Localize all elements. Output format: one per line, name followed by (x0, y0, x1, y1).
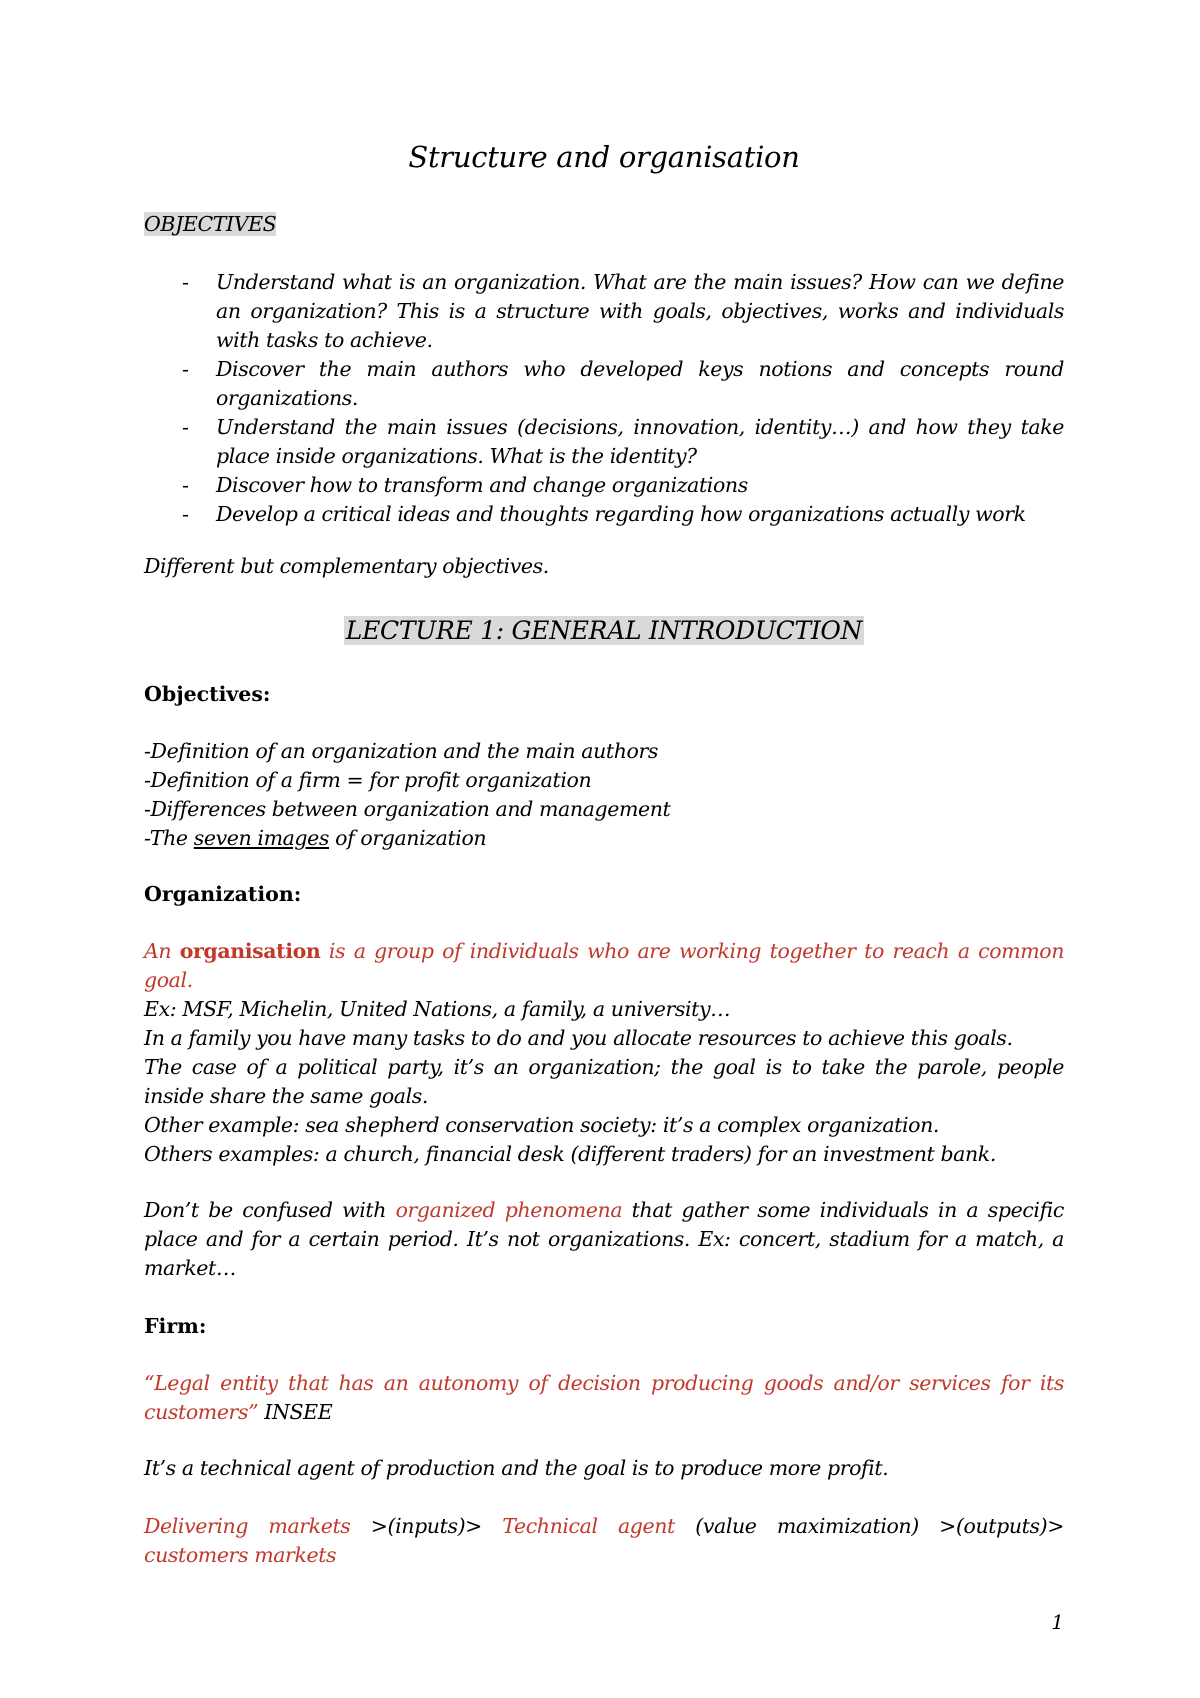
document-title: Structure and organisation (408, 140, 800, 174)
flow-outputs: (value maximization) >(outputs)> (674, 1514, 1064, 1538)
example-line: Others examples: a church, financial desk (different traders) for an investment bank. (144, 1142, 996, 1166)
firm-heading: Firm: (144, 1314, 207, 1338)
firm-quote-source: INSEE (258, 1400, 333, 1424)
flow-customers-markets: customers markets (144, 1543, 337, 1567)
objectives-list (144, 268, 1064, 529)
confused-suffix: that gather some individuals in a specific place and for a certain period. It’s not organizations. Ex: concert, stadium for a match, a market… (144, 1198, 1064, 1280)
objectives-heading (144, 210, 1064, 239)
example-line: Ex: MSF, Michelin, United Nations, a family, a university… (144, 997, 731, 1021)
objective-item: - Develop a critical ideas and thoughts regarding how organizations actually work (182, 502, 1026, 526)
firm-quote (144, 1369, 1064, 1427)
organization-definition (144, 937, 1064, 995)
example-line: The case of a political party, it’s an organization; the goal is to take the parole, people inside share the same goals. (144, 1055, 1064, 1108)
objective-item: - Understand what is an organization. What are the main issues? How can we define an organization? This is a structure with goals, objectives, works and individuals with tasks to achieve. (182, 270, 1064, 352)
page-number: 1 (1051, 1610, 1064, 1634)
example-line: In a family you have many tasks to do and you allocate resources to achieve this goals. (144, 1026, 1013, 1050)
lecture-title-text: LECTURE 1: GENERAL INTRODUCTION (345, 616, 863, 645)
lecture-title (144, 616, 1064, 645)
objective-text: Discover the main authors who developed keys notions and concepts round organizations. (216, 357, 1064, 410)
seven-images-link-text: seven images (193, 826, 330, 850)
item-prefix: -The (144, 826, 194, 850)
example-line: Other example: sea shepherd conservation society: it’s a complex organization. (144, 1113, 939, 1137)
firm-agent-text: It’s a technical agent of production and the goal is to produce more profit. (144, 1456, 889, 1480)
objective-text: Understand what is an organization. What are the main issues? How can we define an organization? This is a structure with goals, objectives, works and individuals with tasks to achieve. (216, 270, 1064, 352)
def-bold-term: organisation (179, 939, 321, 963)
organization-examples (144, 995, 1064, 1169)
objective-item: - Discover how to transform and change organizations (182, 473, 748, 497)
firm-flow (144, 1512, 1064, 1570)
def-prefix: An (144, 939, 180, 963)
flow-delivering-markets: Delivering markets (144, 1514, 351, 1538)
objective-text: Discover how to transform and change organizations (216, 473, 748, 497)
objective-item: - Understand the main issues (decisions, innovation, identity…) and how they take place inside organizations. What is the identity? (182, 415, 1064, 468)
lecture-objective-item: -Differences between organization and management (144, 797, 671, 821)
lecture-objectives-list (144, 737, 1064, 853)
confused-highlight: organized phenomena (395, 1198, 623, 1222)
confused-paragraph (144, 1196, 1064, 1283)
item-suffix: of organization (329, 826, 487, 850)
lecture-objective-item: -Definition of a firm = for profit organization (144, 768, 592, 792)
objective-item: - Discover the main authors who developed keys notions and concepts round organizations. (182, 357, 1064, 410)
lecture-objective-item: -Definition of an organization and the main authors (144, 739, 658, 763)
flow-technical-agent: Technical agent (502, 1514, 675, 1538)
lecture-objective-item (144, 824, 1064, 853)
def-suffix: is a group of individuals who are working together to reach a common goal. (144, 939, 1065, 992)
organization-heading: Organization: (144, 882, 302, 906)
firm-quote-text: “Legal entity that has an autonomy of decision producing goods and/or services for its customers” (144, 1371, 1064, 1424)
objective-text: Understand the main issues (decisions, innovation, identity…) and how they take place inside organizations. What is the identity? (216, 415, 1064, 468)
flow-inputs: >(inputs)> (350, 1514, 503, 1538)
lecture-objectives-heading: Objectives: (144, 682, 271, 706)
objective-text: Develop a critical ideas and thoughts regarding how organizations actually work (216, 502, 1026, 526)
confused-prefix: Don’t be confused with (144, 1198, 396, 1222)
complementary-text: Different but complementary objectives. (144, 554, 549, 578)
objectives-heading-text: OBJECTIVES (144, 212, 277, 236)
